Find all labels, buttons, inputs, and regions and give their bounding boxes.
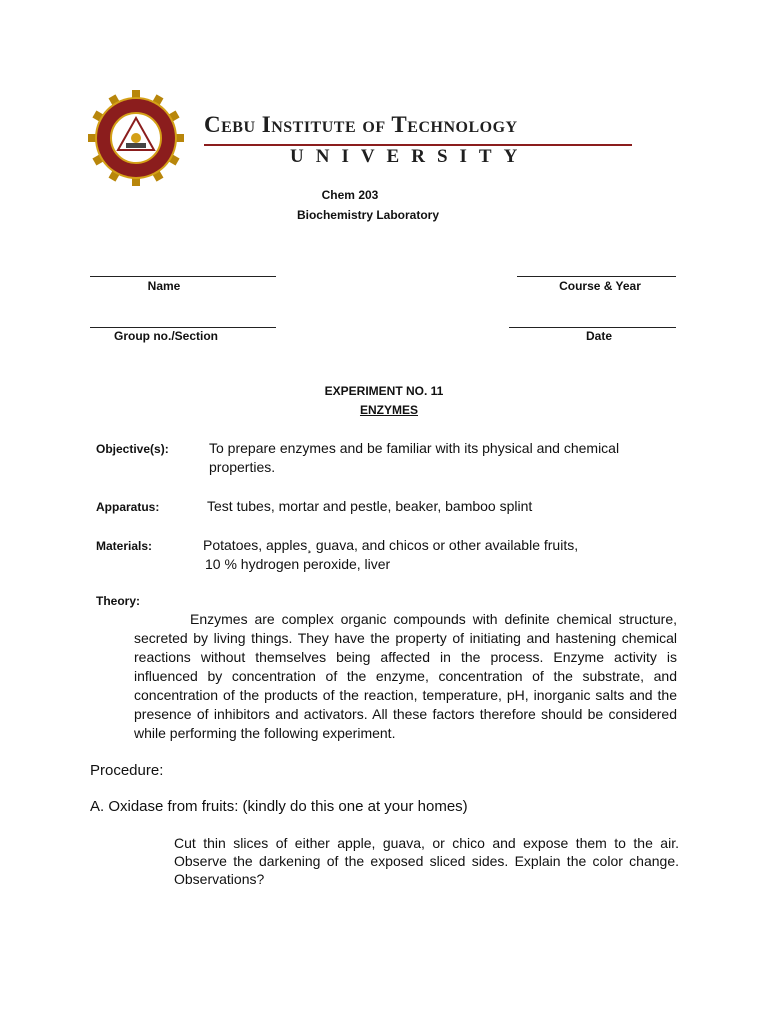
university-seal-logo [88,90,184,186]
institution-subtitle: UNIVERSITY [290,146,530,167]
group-section-label: Group no./Section [114,329,218,343]
institution-name: Cebu Institute of Technology [204,112,518,137]
name-label: Name [147,279,181,293]
apparatus-label: Apparatus: [96,500,160,514]
objective-label: Objective(s): [96,442,169,456]
name-line[interactable] [90,276,276,277]
materials-label: Materials: [96,539,153,553]
group-section-line[interactable] [90,327,276,328]
procedure-item-a-text: Cut thin slices of either apple, guava, or chico and expose them to the air. Observe the darkening of the exposed sliced sides. Explain the color change. Observations? [174,835,679,887]
apparatus-text: Test tubes, mortar and pestle, beaker, bamboo splint [207,498,533,514]
date-line[interactable] [509,327,676,328]
procedure-item-a: A. Oxidase from fruits: (kindly do this one at your homes) [90,798,468,815]
materials-line-1: Potatoes, apples¸ guava, and chicos or other available fruits, [203,537,579,553]
objective-text: To prepare enzymes and be familiar with its physical and chemical properties. [209,440,620,475]
theory-paragraph [134,610,677,743]
materials-line-2: 10 % hydrogen peroxide, liver [205,556,391,572]
course-code: Chem 203 [321,188,379,202]
course-title: Biochemistry Laboratory [296,208,440,222]
experiment-title: ENZYMES [359,403,418,417]
procedure-heading: Procedure: [90,762,164,779]
course-year-line[interactable] [517,276,676,277]
theory-label: Theory: [96,594,141,608]
course-year-label: Course & Year [559,279,641,293]
date-label: Date [585,329,612,343]
experiment-number: EXPERIMENT NO. 11 [324,384,444,398]
theory-text: Enzymes are complex organic compounds with definite chemical structure, secreted by living things. They have the property of initiating and hastening chemical reactions without themselves being affected in the process. Enzyme activity is influenced by concentration of the enzyme, concentration of the substrate, and concentration of the products of the reaction, temperature, pH, inorganic salts and the presence of inhibitors and activators. All these factors therefore should be considered while performing the following experiment. [134,611,677,741]
